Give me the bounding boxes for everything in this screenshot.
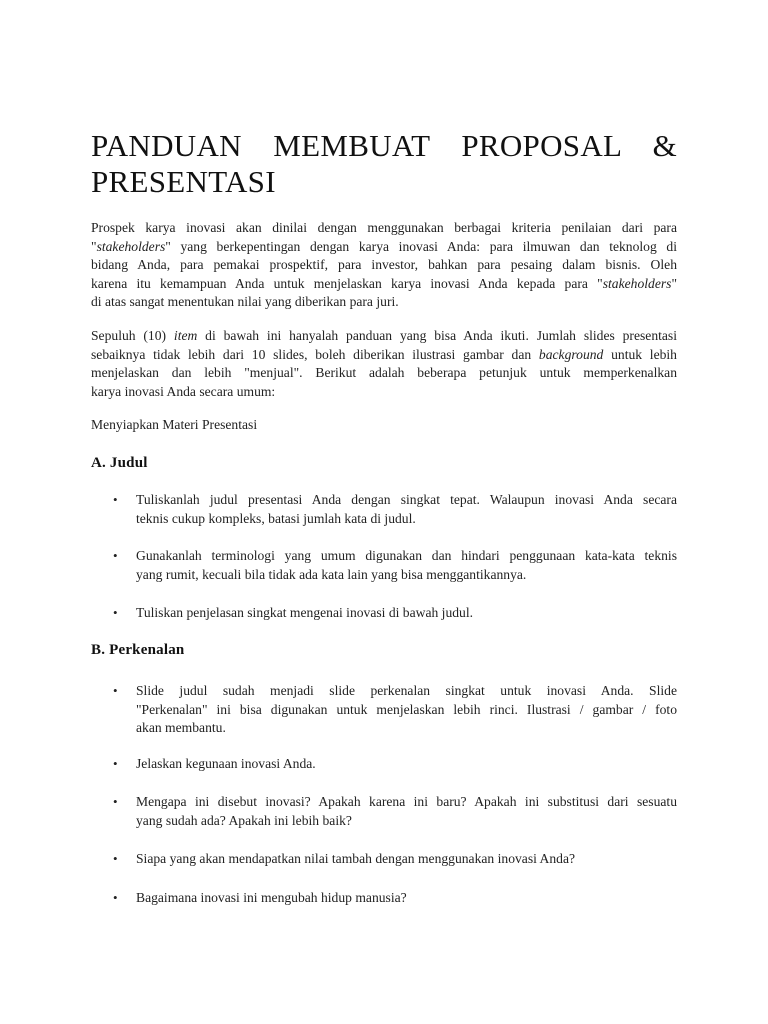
list-item-text: Mengapa ini disebut inovasi? Apakah karena ini baru? Apakah ini substitusi dari sesuatu yang sudah ada? Apakah ini lebih baik?	[136, 794, 677, 828]
section-a-heading: A. Judul	[91, 455, 148, 471]
bullet-icon: •	[113, 756, 118, 771]
guide-paragraph: Sepuluh (10) item di bawah ini hanyalah panduan yang bisa Anda ikuti. Jumlah slides presentasi sebaiknya tidak lebih dari 10 slides, boleh diberikan ilustrasi gambar dan background untuk lebih menjelaskan dan lebih "menjual". Berikut adalah beberapa petunjuk untuk memperkenalkan karya inovasi Anda secara umum:	[91, 328, 677, 399]
bullet-icon: •	[113, 794, 118, 809]
bullet-icon: •	[113, 851, 118, 866]
intro-paragraph: Prospek karya inovasi akan dinilai dengan menggunakan berbagai kriteria penilaian dari para "stakeholders" yang berkepentingan dengan karya inovasi Anda: para ilmuwan dan teknolog di bidang Anda, para pemakai prospektif, para investor, bahkan para pesaing dalam bisnis. Oleh karena itu kemampuan Anda untuk menjelaskan karya inovasi Anda kepada para "stakeholders" di atas sangat menentukan nilai yang diberikan para juri.	[91, 220, 677, 309]
bullet-icon: •	[113, 683, 118, 698]
prep-label: Menyiapkan Materi Presentasi	[91, 417, 258, 432]
document-title	[91, 128, 677, 200]
bullet-icon: •	[113, 492, 118, 507]
list-item-text: Tuliskanlah judul presentasi Anda dengan singkat tepat. Walaupun inovasi Anda secara teknis cukup kompleks, batasi jumlah kata di judul.	[136, 492, 677, 526]
list-item-text: Gunakanlah terminologi yang umum digunakan dan hindari penggunaan kata-kata teknis yang rumit, kecuali bila tidak ada kata lain yang bisa menggantikannya.	[136, 548, 677, 582]
list-item-text: Bagaimana inovasi ini mengubah hidup manusia?	[136, 890, 407, 905]
list-item-text: Tuliskan penjelasan singkat mengenai inovasi di bawah judul.	[136, 605, 474, 620]
section-b-heading: B. Perkenalan	[91, 642, 185, 658]
bullet-icon: •	[113, 605, 118, 620]
list-item-text: Jelaskan kegunaan inovasi Anda.	[136, 756, 316, 771]
list-item-text: Slide judul sudah menjadi slide perkenalan singkat untuk inovasi Anda. Slide "Perkenalan" ini bisa digunakan untuk menjelaskan lebih rinci. Ilustrasi / gambar / foto akan membantu.	[136, 683, 677, 735]
title-line-2: PRESENTASI	[91, 164, 276, 199]
bullet-icon: •	[113, 548, 118, 563]
list-item-text: Siapa yang akan mendapatkan nilai tambah dengan menggunakan inovasi Anda?	[136, 851, 576, 866]
title-line-1: PANDUAN MEMBUAT PROPOSAL &	[91, 128, 677, 163]
bullet-icon: •	[113, 890, 118, 905]
